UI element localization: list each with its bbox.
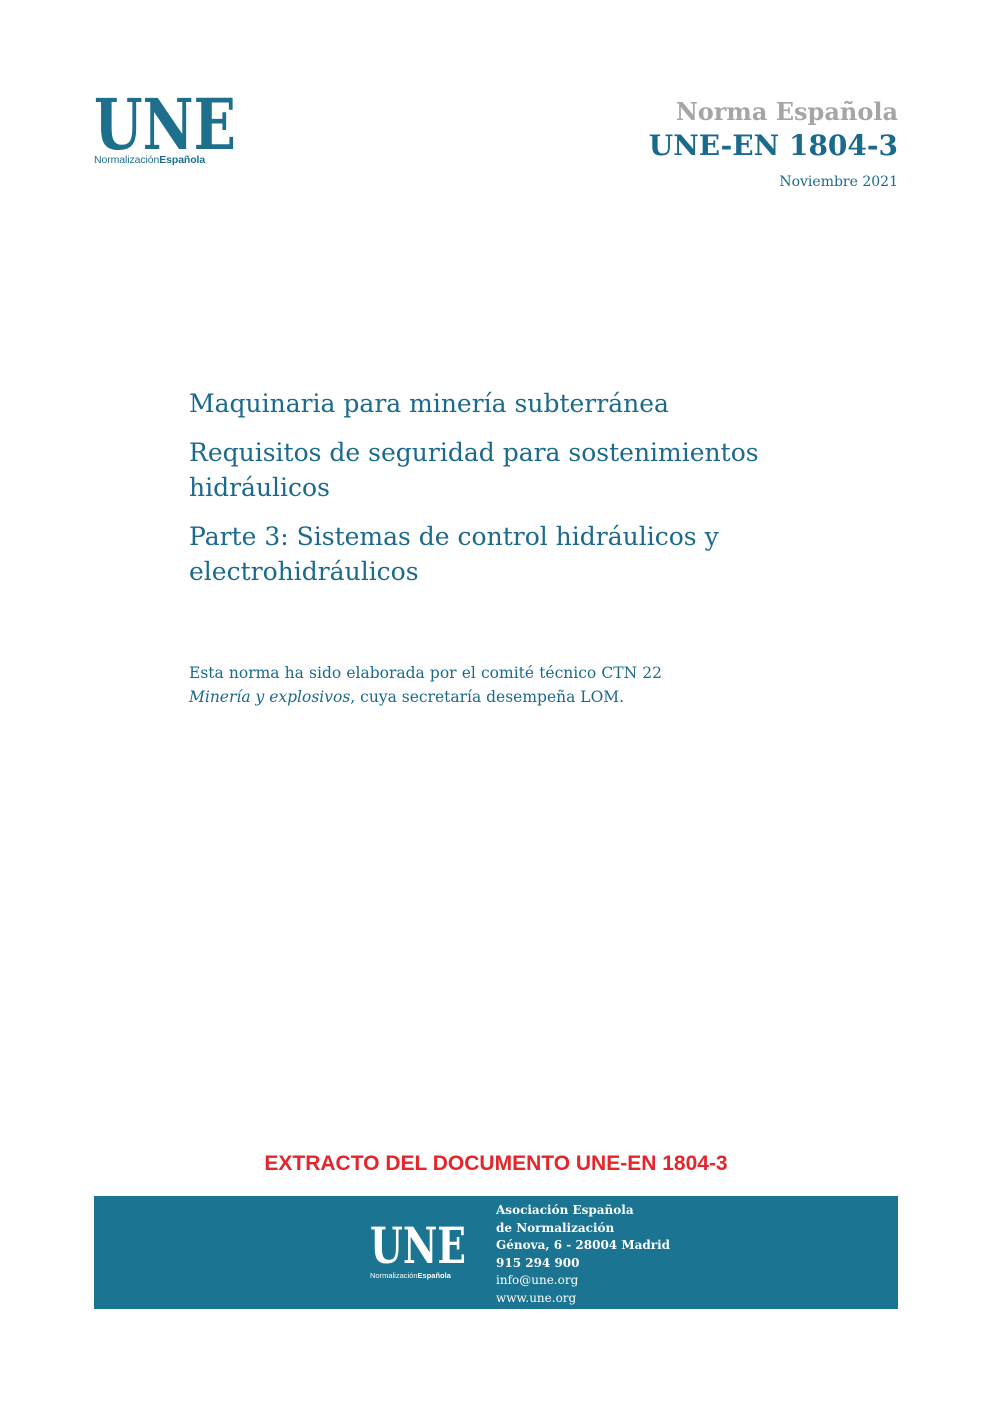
logo-subtitle: NormalizaciónEspañola: [94, 154, 206, 166]
document-titles: [189, 386, 809, 603]
org-website[interactable]: www.une.org: [496, 1290, 577, 1305]
footer-contact: [496, 1202, 670, 1307]
footer-une-logo: [370, 1222, 470, 1280]
committee-name: Minería y explosivos: [189, 688, 351, 706]
org-name-line2: de Normalización: [496, 1220, 615, 1235]
org-phone: 915 294 900: [496, 1255, 580, 1270]
footer-banner: [94, 1196, 898, 1309]
svg-text:UNE: UNE: [94, 92, 236, 152]
norma-date: Noviembre 2021: [779, 174, 898, 190]
une-logo-mark: [94, 92, 236, 152]
org-address: Génova, 6 - 28004 Madrid: [496, 1238, 671, 1252]
title-secondary: Requisitos de seguridad para sostenimientos hidráulicos: [189, 438, 759, 502]
org-name-line1: Asociación Española: [496, 1203, 634, 1217]
org-email[interactable]: info@une.org: [496, 1273, 579, 1287]
title-main: Maquinaria para minería subterránea: [189, 389, 669, 418]
svg-text:UNE: UNE: [370, 1222, 466, 1266]
norma-code: UNE-EN 1804-3: [648, 129, 898, 162]
extract-notice: EXTRACTO DEL DOCUMENTO UNE-EN 1804-3: [264, 1152, 728, 1175]
norma-label: Norma Española: [675, 97, 898, 126]
committee-statement: Esta norma ha sido elaborada por el comité técnico CTN 22 Minería y explosivos, cuya secretaría desempeña LOM.: [189, 664, 662, 706]
footer-logo-mark: [370, 1222, 466, 1266]
une-logo: [94, 92, 244, 166]
norma-header: [649, 97, 898, 190]
title-part: Parte 3: Sistemas de control hidráulicos y electrohidráulicos: [189, 522, 719, 586]
footer-logo-subtitle: NormalizaciónEspañola: [370, 1271, 451, 1280]
